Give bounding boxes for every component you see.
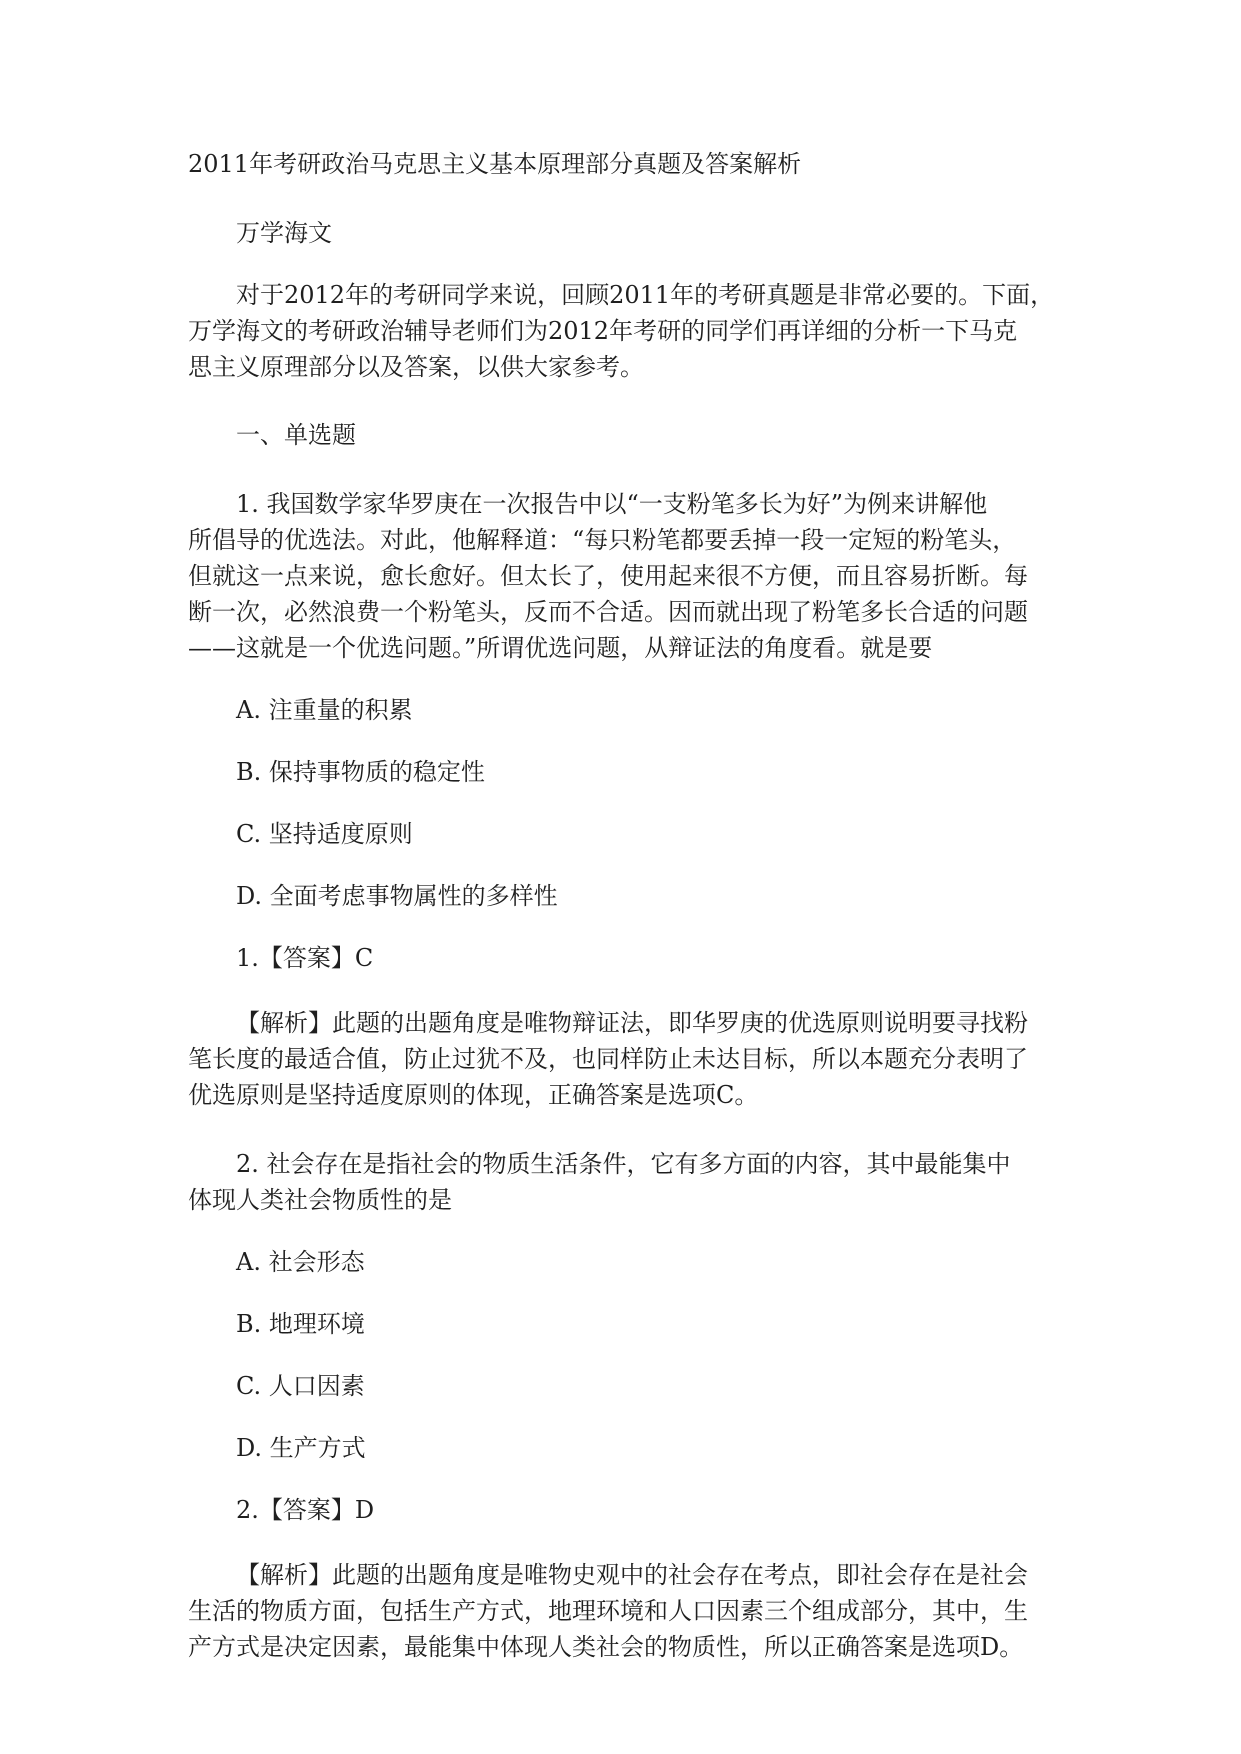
question-1-option-c: C. 坚持适度原则 [236,820,413,848]
question-1-answer: 1.【答案】C [236,944,374,972]
question-2-stem-line-1: 2. 社会存在是指社会的物质生活条件，它有多方面的内容，其中最能集中 [236,1150,1011,1178]
question-2-analysis-line-3: 产方式是决定因素，最能集中体现人类社会的物质性，所以正确答案是选项D。 [188,1633,1024,1661]
question-2-option-c: C. 人口因素 [236,1372,365,1400]
intro-paragraph [188,277,1058,385]
document-author: 万学海文 [236,219,332,247]
question-1-analysis-line-2: 笔长度的最适合值，防止过犹不及，也同样防止未达目标，所以本题充分表明了 [188,1045,1028,1073]
question-2-analysis [188,1557,1058,1665]
document-title: 2011年考研政治马克思主义基本原理部分真题及答案解析 [188,150,802,178]
document-content [188,146,1058,1665]
question-1-option-b: B. 保持事物质的稳定性 [236,758,485,786]
question-1-analysis [188,1005,1058,1113]
section-title: 一、单选题 [236,421,356,449]
question-1-option-a: A. 注重量的积累 [236,696,413,724]
question-2-answer: 2.【答案】D [236,1496,375,1524]
intro-line-2: 万学海文的考研政治辅导老师们为2012年考研的同学们再详细的分析一下马克 [188,317,1018,345]
question-1-stem-line-3: 但就这一点来说，愈长愈好。但太长了，使用起来很不方便，而且容易折断。每 [188,562,1028,590]
question-1-analysis-line-3: 优选原则是坚持适度原则的体现，正确答案是选项C。 [188,1081,759,1109]
question-2-analysis-line-2: 生活的物质方面，包括生产方式，地理环境和人口因素三个组成部分，其中，生 [188,1597,1028,1625]
intro-line-1: 对于2012年的考研同学来说，回顾2011年的考研真题是非常必要的。下面， [236,281,1055,309]
question-1-analysis-line-1: 【解析】此题的出题角度是唯物辩证法，即华罗庚的优选原则说明要寻找粉 [236,1009,1028,1037]
question-2-option-b: B. 地理环境 [236,1310,365,1338]
question-2-option-a: A. 社会形态 [236,1248,365,1276]
question-2-option-d: D. 生产方式 [236,1434,366,1462]
intro-line-3: 思主义原理部分以及答案，以供大家参考。 [188,353,644,381]
question-1-stem-line-5: ——这就是一个优选问题。”所谓优选问题，从辩证法的角度看。就是要 [188,634,933,662]
question-1-option-d: D. 全面考虑事物属性的多样性 [236,882,558,910]
question-1 [188,486,1058,1113]
question-2 [188,1146,1058,1665]
question-1-stem-line-1: 1. 我国数学家华罗庚在一次报告中以“一支粉笔多长为好”为例来讲解他 [236,490,988,518]
question-2-stem-line-2: 体现人类社会物质性的是 [188,1186,452,1214]
question-1-stem-line-2: 所倡导的优选法。对此，他解释道：“每只粉笔都要丢掉一段一定短的粉笔头， [188,526,1017,554]
question-2-analysis-line-1: 【解析】此题的出题角度是唯物史观中的社会存在考点，即社会存在是社会 [236,1561,1028,1589]
question-1-stem-line-4: 断一次，必然浪费一个粉笔头，反而不合适。因而就出现了粉笔多长合适的问题 [188,598,1028,626]
